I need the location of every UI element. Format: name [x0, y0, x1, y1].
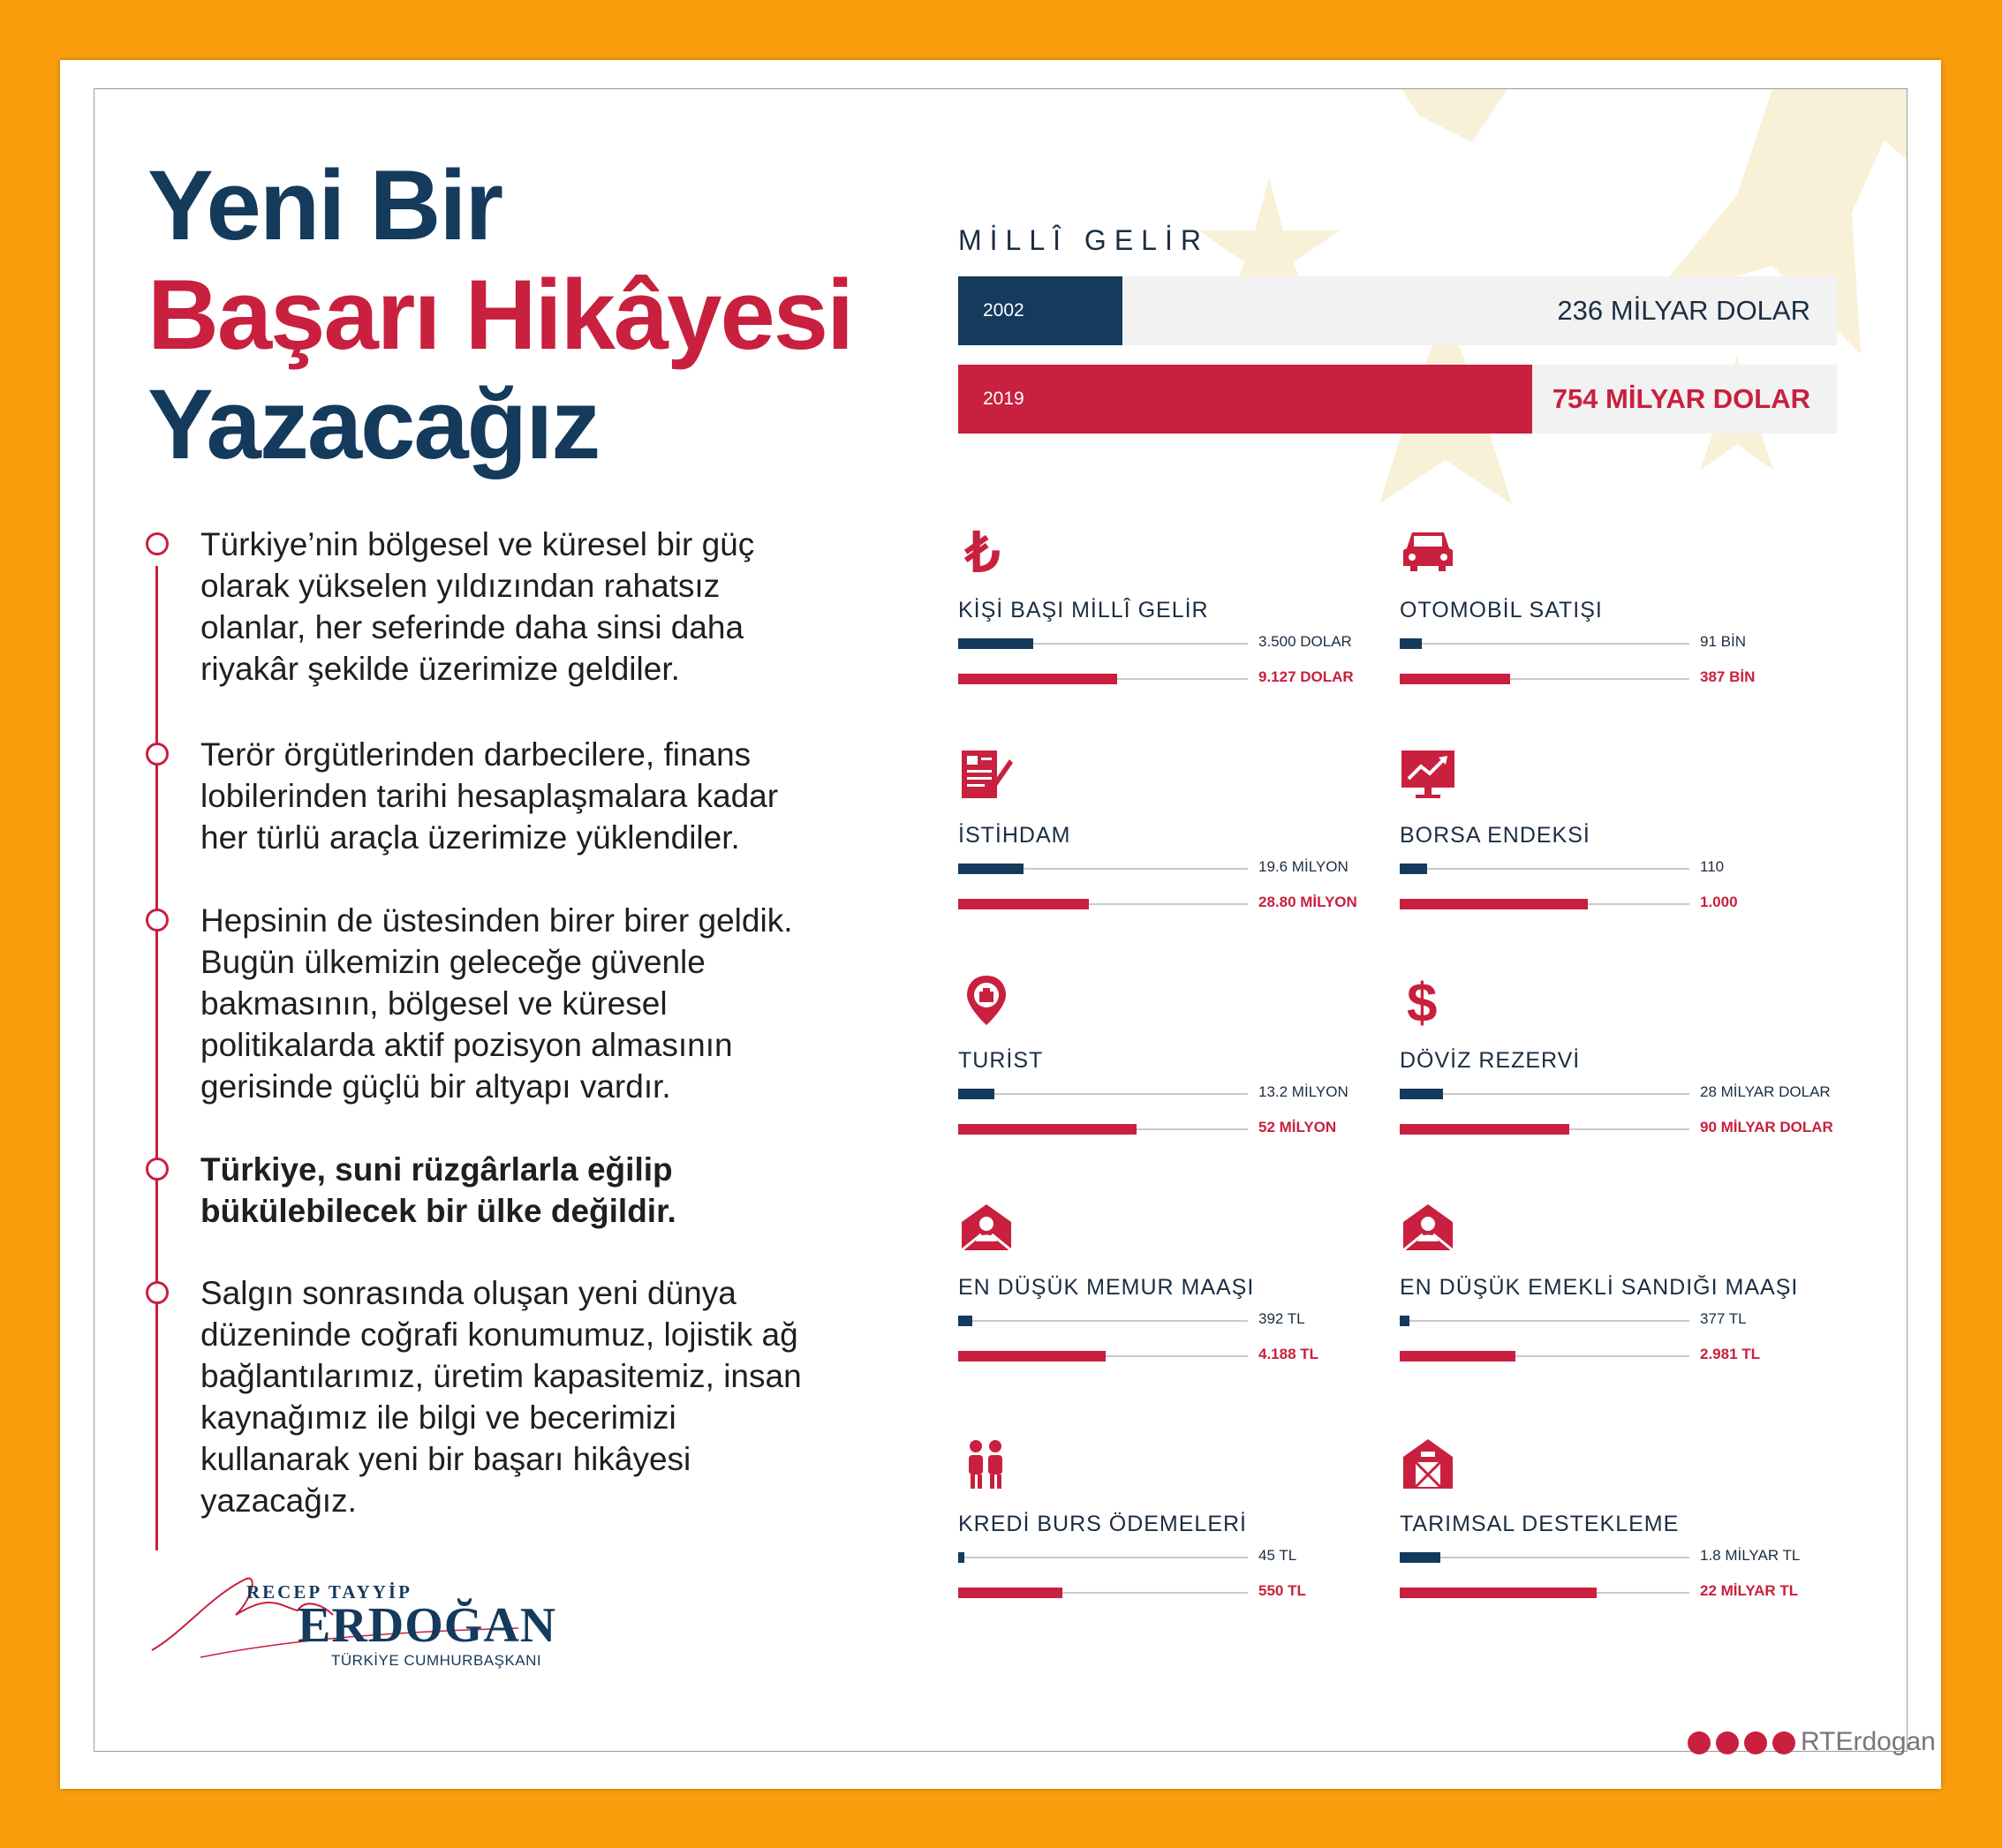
social-handle: RTErdogan — [1801, 1727, 1936, 1756]
gdp-year: 2019 — [983, 388, 1024, 409]
stat-bar-new — [1400, 678, 1689, 680]
twitter-icon[interactable] — [1688, 1731, 1711, 1754]
stat-block — [958, 522, 1364, 698]
stat-bar-new-fill — [1400, 1124, 1569, 1135]
instagram-icon[interactable] — [1744, 1731, 1767, 1754]
stat-bar-old-fill — [1400, 1316, 1409, 1326]
timeline-text: Türkiye, suni rüzgârlarla eğilip bükülebilecek bir ülke değildir. — [200, 1151, 676, 1229]
page-title — [147, 151, 852, 479]
stat-bar-new — [958, 1355, 1248, 1357]
youtube-icon[interactable] — [1772, 1731, 1795, 1754]
stat-block — [1400, 747, 1806, 924]
stat-new-value: 9.127 DOLAR — [1258, 668, 1354, 685]
stat-bar-new-fill — [958, 674, 1117, 684]
stat-new-value: 387 BİN — [1700, 668, 1756, 685]
stat-bar-old-fill — [1400, 864, 1427, 874]
stat-bar-old-fill — [958, 1316, 972, 1326]
stat-label: DÖVİZ REZERVİ — [1400, 1048, 1581, 1073]
stat-bar-new-fill — [958, 1124, 1137, 1135]
location-pin-icon — [958, 972, 1015, 1029]
stat-bar-old-fill — [1400, 1552, 1440, 1563]
infographic-card — [60, 60, 1941, 1789]
document-icon — [958, 747, 1015, 803]
dollar-icon — [1400, 972, 1456, 1034]
stat-bar-new-fill — [958, 1351, 1106, 1361]
gdp-value: 236 MİLYAR DOLAR — [1557, 295, 1810, 326]
stat-block — [958, 747, 1364, 924]
timeline-dot — [146, 743, 169, 766]
stat-bar-new — [958, 1128, 1248, 1130]
stat-bar-new-fill — [958, 1588, 1062, 1598]
gdp-value: 754 MİLYAR DOLAR — [1552, 383, 1810, 414]
svg-text:₺: ₺ — [965, 523, 1001, 584]
stat-label: BORSA ENDEKSİ — [1400, 823, 1590, 848]
stat-label: OTOMOBİL SATIŞI — [1400, 598, 1603, 622]
facebook-icon[interactable] — [1716, 1731, 1739, 1754]
stat-old-value: 91 BİN — [1700, 633, 1746, 650]
stat-new-value: 22 MİLYAR TL — [1700, 1582, 1799, 1599]
social-links — [1688, 1727, 1936, 1757]
stat-bar-old-fill — [958, 1552, 964, 1563]
stat-bar-new-fill — [1400, 899, 1588, 909]
car-icon — [1400, 522, 1456, 578]
stat-bar-new-fill — [958, 899, 1089, 909]
timeline-text: Hepsinin de üstesinden birer birer geldik. Bugün ülkemizin geleceğe güvenle bakmasının, bölgesel ve küresel politikalarda aktif pozisyon almasının gerisinde güçlü bir altyapı vardır. — [200, 902, 793, 1105]
stat-bar-new-fill — [1400, 674, 1510, 684]
stat-bar-old — [958, 1557, 1248, 1558]
stat-bar-old — [958, 1093, 1248, 1095]
envelope-person-icon — [1400, 1199, 1456, 1256]
stat-new-value: 1.000 — [1700, 894, 1738, 910]
stat-bar-new — [1400, 903, 1689, 905]
gdp-bar-2019 — [958, 365, 1837, 434]
stat-bar-old — [958, 868, 1248, 870]
timeline-text: Terör örgütlerinden darbecilere, finans lobilerinden tarihi hesaplaşmalara kadar her türlü araçla üzerimize yüklendiler. — [200, 736, 779, 856]
stat-label: İSTİHDAM — [958, 823, 1071, 848]
stat-block — [958, 1199, 1364, 1376]
timeline-dot — [146, 532, 169, 555]
stat-block — [1400, 522, 1806, 698]
stat-block — [1400, 1199, 1806, 1376]
stat-new-value: 52 MİLYON — [1258, 1119, 1337, 1135]
gdp-bar-fill — [958, 365, 1532, 434]
timeline-line — [155, 566, 158, 1550]
title-line-1: Yeni Bir — [147, 150, 502, 260]
stat-old-value: 13.2 MİLYON — [1258, 1083, 1349, 1100]
signature-first-name: RECEP TAYYİP — [246, 1581, 412, 1603]
stat-label: KREDİ BURS ÖDEMELERİ — [958, 1512, 1248, 1536]
signature-last-name: ERDOĞAN — [298, 1598, 557, 1653]
gdp-bar-2002 — [958, 276, 1837, 345]
stat-label: KİŞİ BAŞI MİLLÎ GELİR — [958, 598, 1209, 622]
stat-bar-old-fill — [1400, 1089, 1443, 1099]
stat-bar-old — [1400, 1320, 1689, 1322]
stat-bar-old-fill — [958, 638, 1033, 649]
stat-new-value: 4.188 TL — [1258, 1346, 1319, 1362]
stat-block — [958, 972, 1364, 1149]
timeline-dot — [146, 1158, 169, 1180]
stat-block — [1400, 972, 1833, 1149]
stat-label: TURİST — [958, 1048, 1044, 1073]
stat-bar-old — [1400, 868, 1689, 870]
stat-bar-new-fill — [1400, 1588, 1597, 1598]
lira-icon — [958, 522, 1015, 584]
stat-new-value: 90 MİLYAR DOLAR — [1700, 1119, 1833, 1135]
svg-text:$: $ — [1407, 973, 1438, 1034]
stat-new-value: 28.80 MİLYON — [1258, 894, 1357, 910]
stat-block — [1400, 1436, 1806, 1612]
chart-monitor-icon — [1400, 747, 1456, 803]
stat-old-value: 377 TL — [1700, 1310, 1747, 1327]
stat-bar-new — [1400, 1355, 1689, 1357]
stat-bar-new — [958, 903, 1248, 905]
stat-bar-new — [958, 1592, 1248, 1594]
stat-bar-old-fill — [1400, 638, 1422, 649]
stat-bar-old-fill — [958, 864, 1024, 874]
stat-new-value: 2.981 TL — [1700, 1346, 1761, 1362]
stat-label: TARIMSAL DESTEKLEME — [1400, 1512, 1680, 1536]
stat-bar-old — [1400, 1093, 1689, 1095]
stat-bar-old — [958, 1320, 1248, 1322]
title-line-2: Başarı Hikâyesi — [147, 260, 853, 370]
stat-bar-old — [958, 643, 1248, 645]
stat-bar-old — [1400, 643, 1689, 645]
infographic-frame — [94, 88, 1936, 1756]
stat-old-value: 1.8 MİLYAR TL — [1700, 1547, 1801, 1564]
students-icon — [958, 1436, 1015, 1492]
barn-icon — [1400, 1436, 1456, 1492]
title-line-3: Yazacağız — [147, 369, 600, 479]
stat-bar-old-fill — [958, 1089, 994, 1099]
stat-block — [958, 1436, 1364, 1612]
stat-old-value: 19.6 MİLYON — [1258, 858, 1349, 875]
timeline-text: Salgın sonrasında oluşan yeni dünya düzeninde coğrafi konumumuz, lojistik ağ bağlantılarımız, üretim kapasitemiz, insan kaynağımız ile bilgi ve becerimizi kullanarak yeni bir başarı hikâyesi yazacağız. — [200, 1275, 802, 1519]
stat-bar-old — [1400, 1557, 1689, 1558]
timeline-dot — [146, 909, 169, 932]
stat-old-value: 3.500 DOLAR — [1258, 633, 1352, 650]
stat-bar-new — [1400, 1592, 1689, 1594]
timeline-dot — [146, 1281, 169, 1304]
stat-bar-new — [958, 678, 1248, 680]
stat-old-value: 45 TL — [1258, 1547, 1297, 1564]
envelope-person-icon — [958, 1199, 1015, 1256]
stat-label: EN DÜŞÜK MEMUR MAAŞI — [958, 1275, 1255, 1300]
stat-bar-new-fill — [1400, 1351, 1515, 1361]
stat-old-value: 28 MİLYAR DOLAR — [1700, 1083, 1831, 1100]
stat-bar-new — [1400, 1128, 1689, 1130]
national-income-heading: MİLLÎ GELİR — [958, 224, 1209, 256]
stat-new-value: 550 TL — [1258, 1582, 1306, 1599]
timeline-text: Türkiye’nin bölgesel ve küresel bir güç olarak yükselen yıldızından rahatsız olanlar, her seferinde daha sinsi daha riyakâr şekilde üzerimize geldiler. — [200, 526, 755, 687]
stat-old-value: 110 — [1700, 858, 1725, 875]
stat-label: EN DÜŞÜK EMEKLİ SANDIĞI MAAŞI — [1400, 1275, 1799, 1300]
signature-role: TÜRKİYE CUMHURBAŞKANI — [331, 1652, 542, 1669]
gdp-year: 2002 — [983, 300, 1024, 321]
stat-old-value: 392 TL — [1258, 1310, 1305, 1327]
